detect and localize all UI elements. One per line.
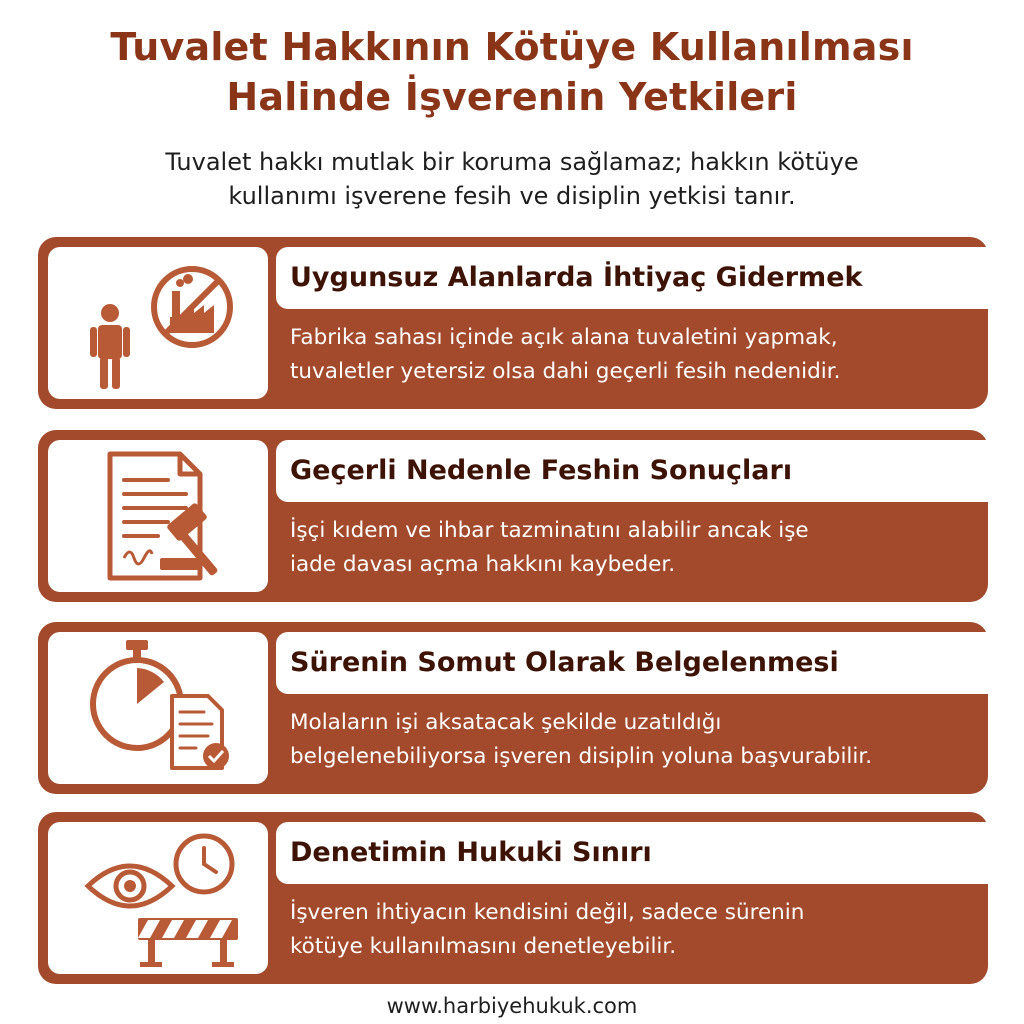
card-body — [290, 706, 990, 774]
info-card-inappropriate-areas — [38, 237, 988, 409]
page-title-line-2: Halinde İşverenin Yetkileri — [226, 75, 798, 119]
page-subtitle-line-1: Tuvalet hakkı mutlak bir koruma sağlamaz; hakkın kötüye — [165, 148, 859, 176]
card-body-line-1: İşçi kıdem ve ihbar tazminatını alabilir ancak işe — [290, 518, 809, 543]
eye-clock-barrier-icon — [68, 828, 248, 968]
info-card-documentation — [38, 622, 988, 794]
card-body-line-2: kötüye kullanılmasını denetleyebilir. — [290, 934, 677, 959]
page-subtitle-line-2: kullanımı işverene fesih ve disiplin yetkisi tanır. — [228, 182, 796, 210]
card-body — [290, 896, 990, 964]
card-body-line-1: İşveren ihtiyacın kendisini değil, sadece sürenin — [290, 900, 805, 925]
card-icon-box — [48, 247, 268, 399]
card-body-line-2: tuvaletler yetersiz olsa dahi geçerli fesih nedenidir. — [290, 359, 841, 384]
page-subtitle — [0, 145, 1024, 213]
card-heading: Geçerli Nedenle Feshin Sonuçları — [276, 440, 1012, 502]
card-icon-box — [48, 632, 268, 784]
card-heading: Sürenin Somut Olarak Belgelenmesi — [276, 632, 1012, 694]
card-heading: Denetimin Hukuki Sınırı — [276, 822, 1012, 884]
card-body-line-2: iade davası açma hakkını kaybeder. — [290, 552, 676, 577]
stopwatch-document-icon — [68, 638, 248, 778]
card-icon-box — [48, 822, 268, 974]
card-heading: Uygunsuz Alanlarda İhtiyaç Gidermek — [276, 247, 1012, 309]
document-gavel-icon — [68, 446, 248, 586]
person-no-factory-icon — [68, 253, 248, 393]
card-body-line-1: Molaların işi aksatacak şekilde uzatıldığı — [290, 710, 722, 735]
card-body-line-1: Fabrika sahası içinde açık alana tuvaletini yapmak, — [290, 325, 838, 350]
card-body-line-2: belgelenebiliyorsa işveren disiplin yoluna başvurabilir. — [290, 744, 873, 769]
page-title-line-1: Tuvalet Hakkının Kötüye Kullanılması — [110, 25, 914, 69]
page-title — [0, 22, 1024, 122]
card-body — [290, 321, 990, 389]
card-body — [290, 514, 990, 582]
footer-website: www.harbiyehukuk.com — [386, 994, 638, 1018]
info-card-termination-results — [38, 430, 988, 602]
card-icon-box — [48, 440, 268, 592]
info-card-legal-limit — [38, 812, 988, 984]
